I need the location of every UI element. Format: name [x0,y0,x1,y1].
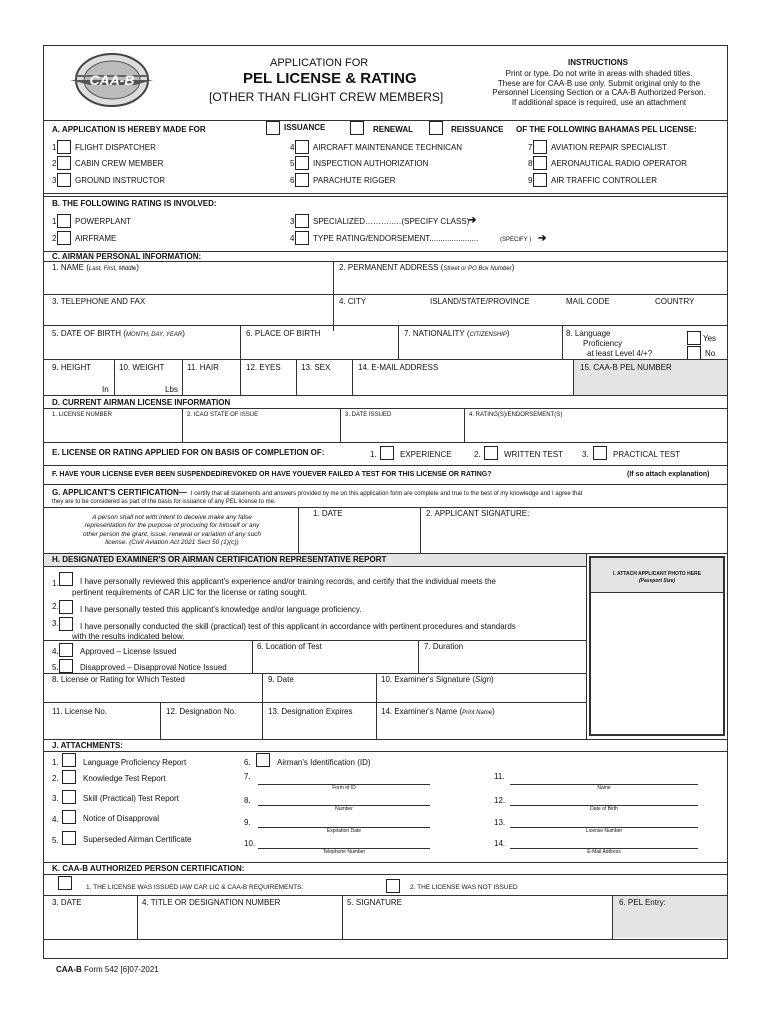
specialized-checkbox[interactable] [295,214,309,228]
conducted-skill-test-checkbox[interactable] [59,617,73,631]
atc-checkbox[interactable] [533,173,547,187]
attach-id-checkbox[interactable] [256,753,270,767]
tested-knowledge-checkbox[interactable] [59,600,73,614]
approved-checkbox[interactable] [59,643,73,657]
section-d-title: D. CURRENT AIRMAN LICENSE INFORMATION [52,398,231,407]
cabin-crew-checkbox[interactable] [57,156,71,170]
form-title-line1: APPLICATION FOR [270,57,369,69]
powerplant-checkbox[interactable] [57,214,71,228]
form-title: PEL LICENSE & RATING [243,70,417,87]
form-number: CAA-B Form 542 [6]07-2021 [56,965,159,974]
section-b-title: B. THE FOLLOWING RATING IS INVOLVED: [52,199,217,208]
license-not-issued-checkbox[interactable] [386,879,400,893]
attach-superseded-checkbox[interactable] [62,831,76,845]
attach-knowledge-checkbox[interactable] [62,770,76,784]
attach-language-checkbox[interactable] [62,753,76,767]
section-g-title: G. APPLICANT'S CERTIFICATION— I certify that all statements and answers provided by me on this application form are complete and true to the best of my knowledge and I agree that [52,488,583,497]
section-f-title: F. HAVE YOUR LICENSE EVER BEEN SUSPENDED/REVOKED OR HAVE YOUEVER FAILED A TEST FOR THIS LICENSE OR RATING? [52,471,492,478]
written-test-checkbox[interactable] [484,446,498,460]
practical-test-checkbox[interactable] [593,446,607,460]
svg-text:CAA-B: CAA-B [89,72,135,88]
parachute-rigger-checkbox[interactable] [295,173,309,187]
false-representation-warning: A person shall not with intent to deceive make any false representation for the purpose of procuring for himself or any other person the grant, issue, renewal or variation of any such license. (Civil Aviation Act 2021 Sect 50 (1)(c)) [82,514,262,547]
aviation-repair-checkbox[interactable] [533,140,547,154]
form-subtitle: [OTHER THAN FLIGHT CREW MEMBERS] [209,90,444,104]
language-yes-checkbox[interactable] [687,331,701,345]
inspection-authorization-checkbox[interactable] [295,156,309,170]
license-issued-checkbox[interactable] [58,876,72,890]
airframe-checkbox[interactable] [57,231,71,245]
language-no-checkbox[interactable] [687,346,701,360]
experience-checkbox[interactable] [380,446,394,460]
section-k-title: K. CAA-B AUTHORIZED PERSON CERTIFICATION: [52,864,245,873]
reissuance-checkbox[interactable] [429,121,443,135]
reviewed-records-checkbox[interactable] [59,572,73,586]
amt-checkbox[interactable] [295,140,309,154]
ground-instructor-checkbox[interactable] [57,173,71,187]
section-e-title: E. LICENSE OR RATING APPLIED FOR ON BASIS OF COMPLETION OF: [52,448,325,457]
issuance-checkbox[interactable] [266,121,280,135]
section-j-title: J. ATTACHMENTS: [52,741,123,750]
instructions-title: INSTRUCTIONS [568,58,628,67]
instructions-text: Print or type. Do not write in areas with shaded titles. These are for CAA-B use only. Submit original only to the Personnel Licensing Section or a CAA-B Authorized Person. If additional space is required, use an attachment [492,69,706,107]
flight-dispatcher-checkbox[interactable] [57,140,71,154]
caab-logo [65,50,160,110]
renewal-checkbox[interactable] [350,121,364,135]
section-h-title: H. DESIGNATED EXAMINER'S OR AIRMAN CERTIFICATION REPRESENTATIVE REPORT [52,555,387,564]
type-rating-checkbox[interactable] [295,231,309,245]
attach-disapproval-checkbox[interactable] [62,810,76,824]
radio-operator-checkbox[interactable] [533,156,547,170]
disapproved-checkbox[interactable] [59,659,73,673]
section-a-title: A. APPLICATION IS HEREBY MADE FOR [52,125,206,134]
section-c-title: C. AIRMAN PERSONAL INFORMATION: [52,252,202,261]
attach-skill-checkbox[interactable] [62,790,76,804]
